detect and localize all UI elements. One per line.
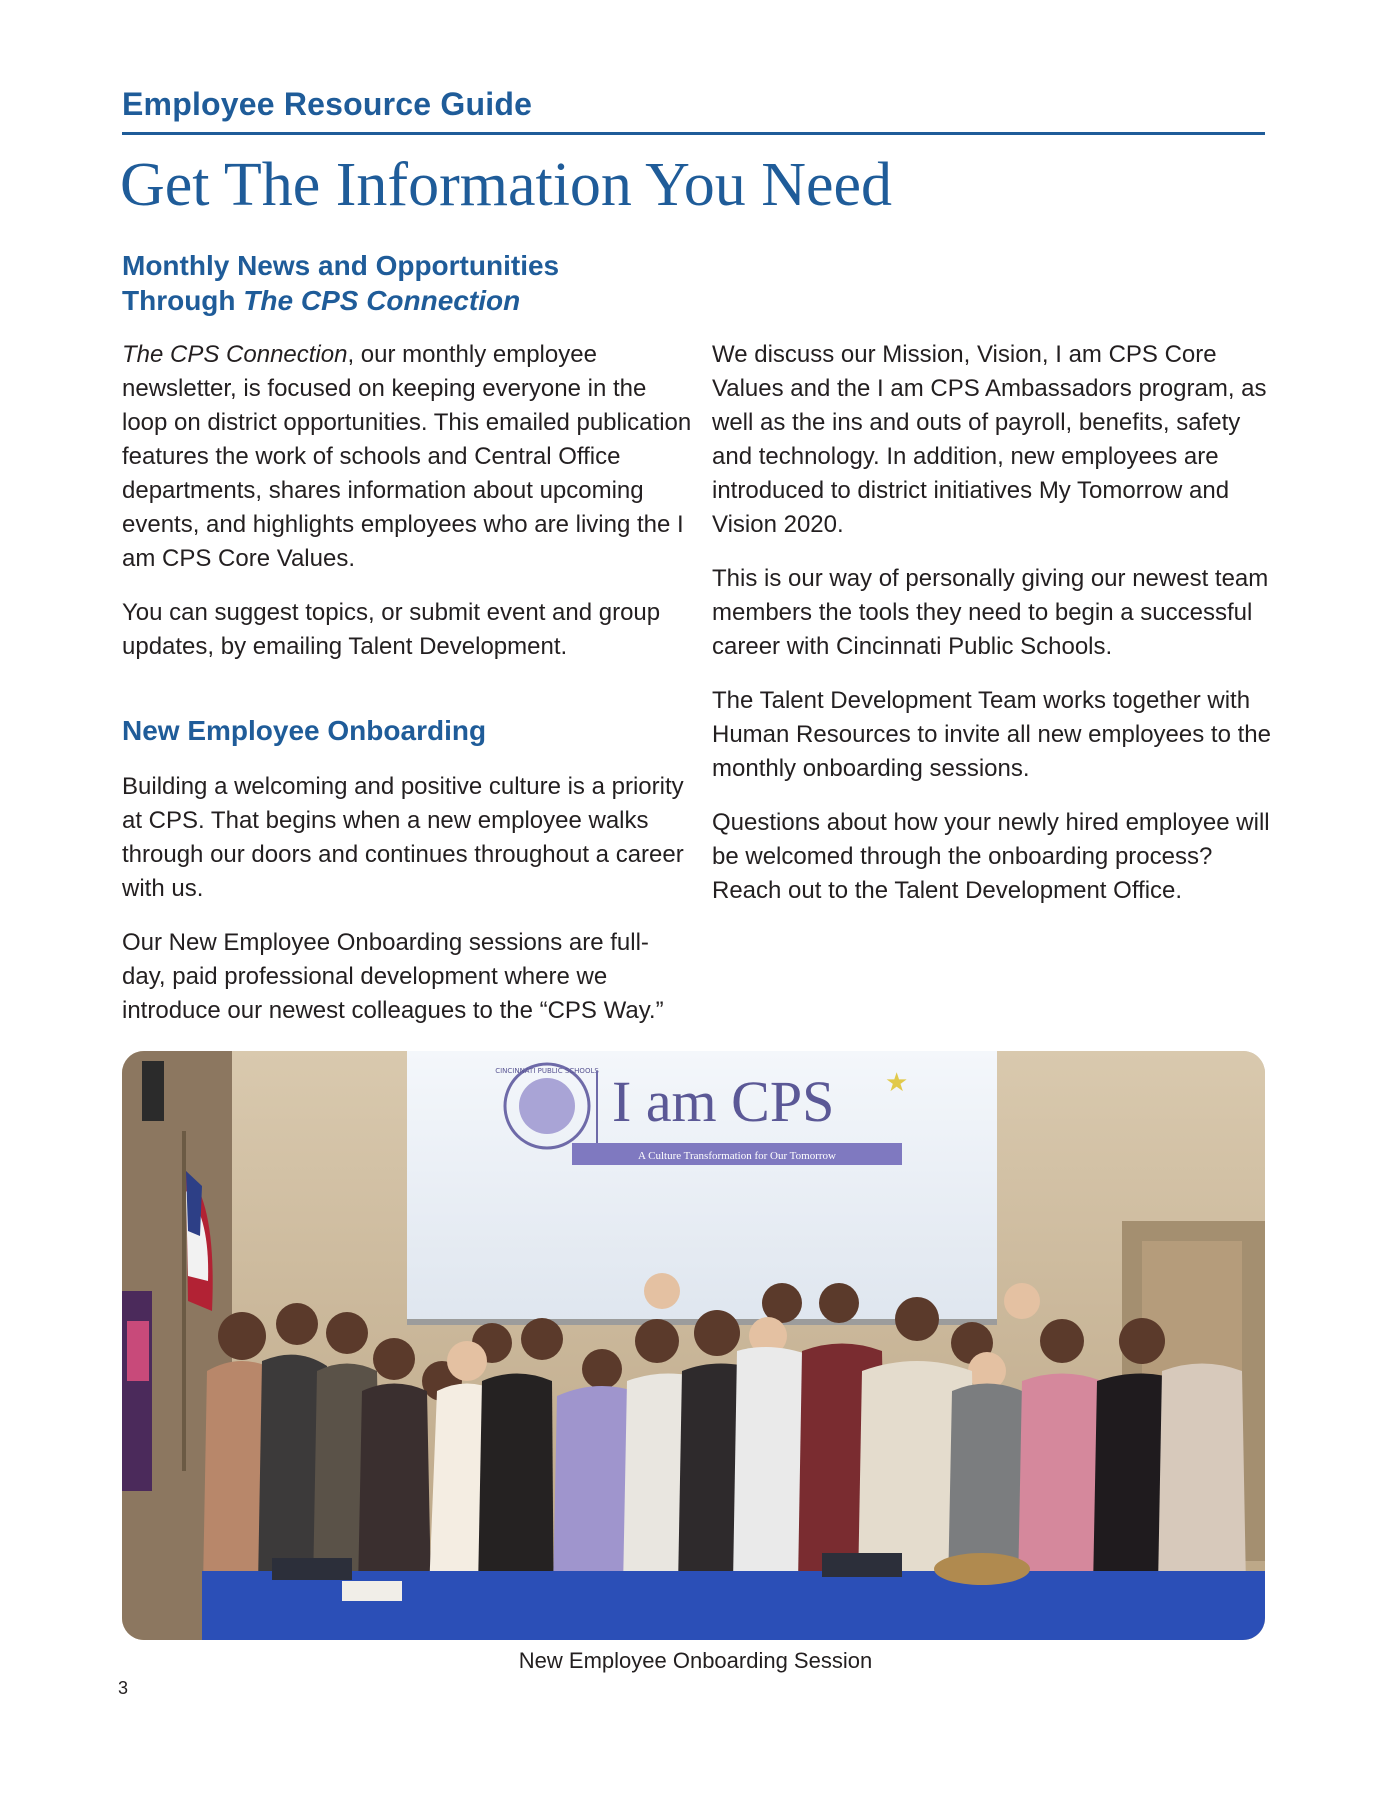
heading-line-2: [122, 283, 559, 318]
page-number: 3: [118, 1678, 129, 1698]
section-heading-onboarding: New Employee Onboarding: [122, 715, 487, 746]
logo-text: CINCINNATI PUBLIC SCHOOLS: [495, 1067, 599, 1075]
cps-connection-body: [122, 338, 692, 684]
guide-title: Employee Resource Guide: [122, 86, 533, 122]
photo-caption: New Employee Onboarding Session: [518, 1648, 873, 1673]
right-column: [712, 338, 1272, 928]
newsletter-name: The CPS Connection: [122, 341, 348, 368]
cps-connection-paragraph: [122, 338, 692, 576]
screen-title: I am CPS: [612, 1069, 835, 1134]
onboarding-paragraph-1: Building a welcoming and positive culture is a priority at CPS. That begins when a new employee walks through our doors and continues throughout a career with us.: [122, 773, 684, 902]
star-icon: ★: [885, 1068, 909, 1098]
page-title: Get The Information You Need: [120, 151, 893, 219]
section-heading-cps-connection: [122, 248, 559, 318]
right-paragraph-4: Questions about how your newly hired employee will be welcomed through the onboarding process? Reach out to the Talent Development Office.: [712, 809, 1270, 904]
onboarding-photo: [122, 1051, 1265, 1640]
paragraph-text: , our monthly employee newsletter, is focused on keeping everyone in the loop on district opportunities. This emailed publication features the work of schools and Central Office departments, shares information about upcoming events, and highlights employees who are living the I am CPS Core Values.: [122, 341, 692, 572]
right-paragraph-1: We discuss our Mission, Vision, I am CPS Core Values and the I am CPS Ambassadors program, as well as the ins and outs of payroll, benefits, safety and technology. In addition, new employees are introduced to district initiatives My Tomorrow and Vision 2020.: [712, 341, 1267, 538]
heading-prefix: Through: [122, 285, 244, 316]
heading-italic: The CPS Connection: [243, 285, 521, 316]
photo-illustration: [122, 1051, 1265, 1640]
suggest-topics-paragraph: You can suggest topics, or submit event and group updates, by emailing Talent Development.: [122, 599, 661, 660]
onboarding-paragraph-2: Our New Employee Onboarding sessions are full-day, paid professional development where we introduce our newest colleagues to the “CPS Way.”: [122, 929, 664, 1024]
screen-subtitle: A Culture Transformation for Our Tomorrow: [638, 1150, 836, 1162]
right-paragraph-3: The Talent Development Team works together with Human Resources to invite all new employees to the monthly onboarding sessions.: [712, 687, 1271, 782]
onboarding-body: [122, 770, 692, 1048]
right-paragraph-2: This is our way of personally giving our newest team members the tools they need to begin a successful career with Cincinnati Public Schools.: [712, 565, 1269, 660]
heading-line-1: Monthly News and Opportunities: [122, 250, 560, 281]
header-rule: [122, 132, 1265, 135]
